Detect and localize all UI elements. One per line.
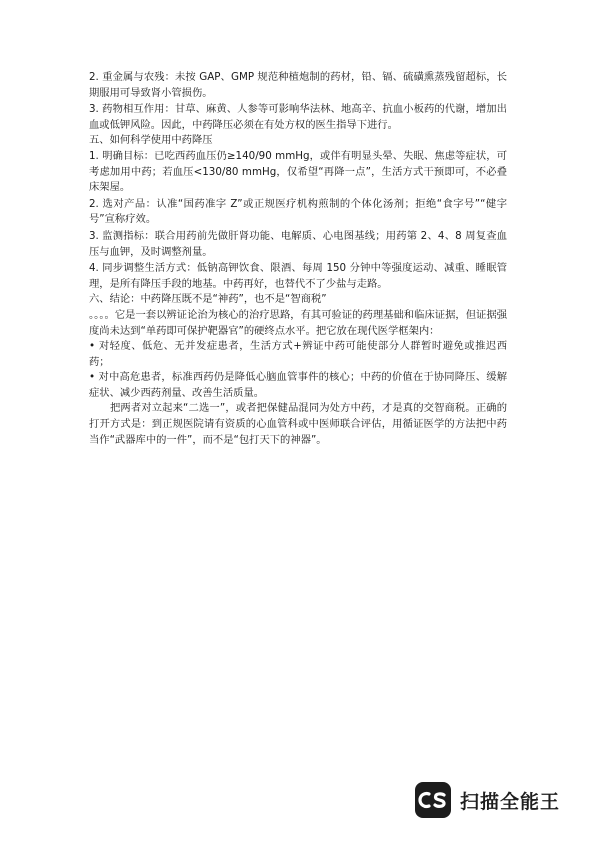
document-body: [89, 70, 507, 448]
watermark-brand-text: 扫描全能王: [460, 790, 561, 813]
bullet-low-risk: • 对轻度、低危、无并发症患者，生活方式+辨证中药可能使部分人群暂时避免或推迟西药；: [89, 340, 507, 368]
paragraph-clear-target: 1. 明确目标：已吃西药血压仍≥140/90 mmHg，或伴有明显头晕、失眠、焦虑等症状，可考虑加用中药；若血压<130/80 mmHg，仅希望“再降一点”，生活方式干预即可，不必叠床架屋。: [89, 149, 507, 194]
paragraph-heavy-metals: 2. 重金属与农残：未按 GAP、GMP 规范种植炮制的药材，铅、镉、硫磺熏蒸残留超标，长期服用可导致肾小管损伤。: [89, 71, 507, 99]
paragraph-monitoring: 3. 监测指标：联合用药前先做肝肾功能、电解质、心电图基线；用药第 2、4、8 周复查血压与血钾，及时调整剂量。: [89, 229, 507, 258]
bullet-high-risk: • 对中高危患者，标准西药仍是降低心脑血管事件的核心；中药的价值在于协同降压、缓解症状、减少西药剂量、改善生活质量。: [89, 371, 507, 399]
paragraph-final: 把两者对立起来“二选一”，或者把保健品混同为处方中药，才是真的交智商税。正确的打开方式是：到正规医院请有资质的心血管科或中医师联合评估，用循证医学的方法把中药当作“武器库中的一件”，而不是“包打天下的神器”。: [89, 402, 507, 446]
paragraph-lifestyle: 4. 同步调整生活方式：低钠高钾饮食、限酒、每周 150 分钟中等强度运动、减重、睡眠管理，是所有降压手段的地基。中药再好，也替代不了少盐与走路。: [89, 262, 507, 290]
paragraph-conclusion-intro: 。。。。它是一套以辨证论治为核心的治疗思路，有其可验证的药理基础和临床证据，但证据强度尚未达到“单药即可保护靶器官”的硬终点水平。把它放在现代医学框架内：: [89, 308, 507, 337]
paragraph-choose-product: 2. 选对产品：认准“国药准字 Z”或正规医疗机构煎制的个体化汤剂；拒绝“食字号”“健字号”宣称疗效。: [89, 197, 507, 226]
camscanner-logo-icon: [415, 782, 451, 818]
section-heading-6: 六、结论：中药降压既不是“神药”，也不是“智商税”: [89, 293, 327, 306]
paragraph-drug-interactions: 3. 药物相互作用：甘草、麻黄、人参等可影响华法林、地高辛、抗血小板药的代谢，增加出血或低钾风险。因此，中药降压必须在有处方权的医生指导下进行。: [89, 103, 507, 131]
section-heading-5: 五、如何科学使用中药降压: [89, 134, 213, 147]
scanner-watermark: [415, 781, 560, 819]
